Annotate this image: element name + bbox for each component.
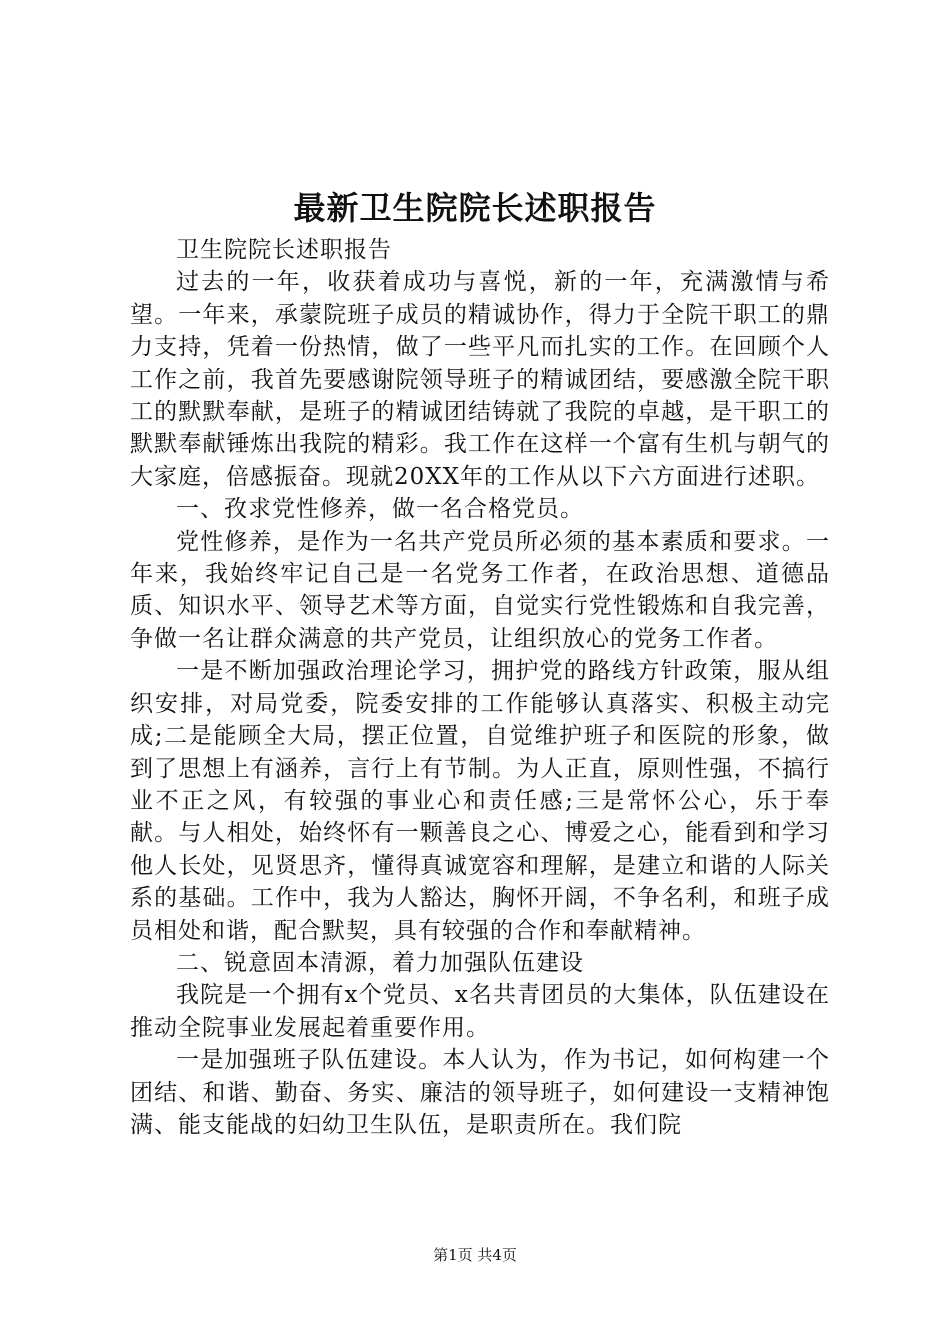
paragraph-leadership-team: 一是加强班子队伍建设。本人认为，作为书记，如何构建一个团结、和谐、勤奋、务实、廉洁的领导班子，如何建设一支精神饱满、能支能战的妇幼卫生队伍，是职责所在。我们院 <box>130 1047 830 1138</box>
paragraph-intro: 过去的一年，收获着成功与喜悦，新的一年，充满激情与希望。一年来，承蒙院班子成员的精诚协作，得力于全院干职工的鼎力支持，凭着一份热情，做了一些平凡而扎实的工作。在回顾个人工作之前，我首先要感谢院领导班子的精诚团结，要感激全院干职工的默默奉献，是班子的精诚团结铸就了我院的卓越，是干职工的默默奉献锤炼出我院的精彩。我工作在这样一个富有生机与朝气的大家庭，倍感振奋。现就20XX年的工作从以下六方面进行述职。 <box>130 269 830 490</box>
document-title: 最新卫生院院长述职报告 <box>293 189 657 227</box>
document-body <box>130 234 830 1141</box>
section-heading-1: 一、孜求党性修养，做一名合格党员。 <box>176 496 584 523</box>
paragraph-subtitle: 卫生院院长述职报告 <box>176 237 392 263</box>
paragraph-political-study: 一是不断加强政治理论学习，拥护党的路线方针政策，服从组织安排，对局党委，院委安排的工作能够认真落实、积极主动完成;二是能顾全大局，摆正位置，自觉维护班子和医院的形象，做到了思想上有涵养，言行上有节制。为人正直，原则性强，不搞行业不正之风，有较强的事业心和责任感;三是常怀公心，乐于奉献。与人相处，始终怀有一颗善良之心、博爱之心，能看到和学习他人长处，见贤思齐，懂得真诚宽容和理解，是建立和谐的人际关系的基础。工作中，我为人豁达，胸怀开阔，不争名利，和班子成员相处和谐，配合默契，具有较强的合作和奉献精神。 <box>130 658 830 944</box>
section-heading-2: 二、锐意固本清源，着力加强队伍建设 <box>176 949 584 976</box>
paragraph-team-intro: 我院是一个拥有x个党员、x名共青团员的大集体，队伍建设在推动全院事业发展起着重要作用。 <box>130 982 830 1041</box>
paragraph-party-cultivation: 党性修养，是作为一名共产党员所必须的基本素质和要求。一年来，我始终牢记自己是一名党务工作者，在政治思想、道德品质、知识水平、领导艺术等方面，自觉实行党性锻炼和自我完善，争做一名让群众满意的共产党员，让组织放心的党务工作者。 <box>130 528 830 652</box>
page-number-footer: 第1页 共4页 <box>433 1246 517 1264</box>
